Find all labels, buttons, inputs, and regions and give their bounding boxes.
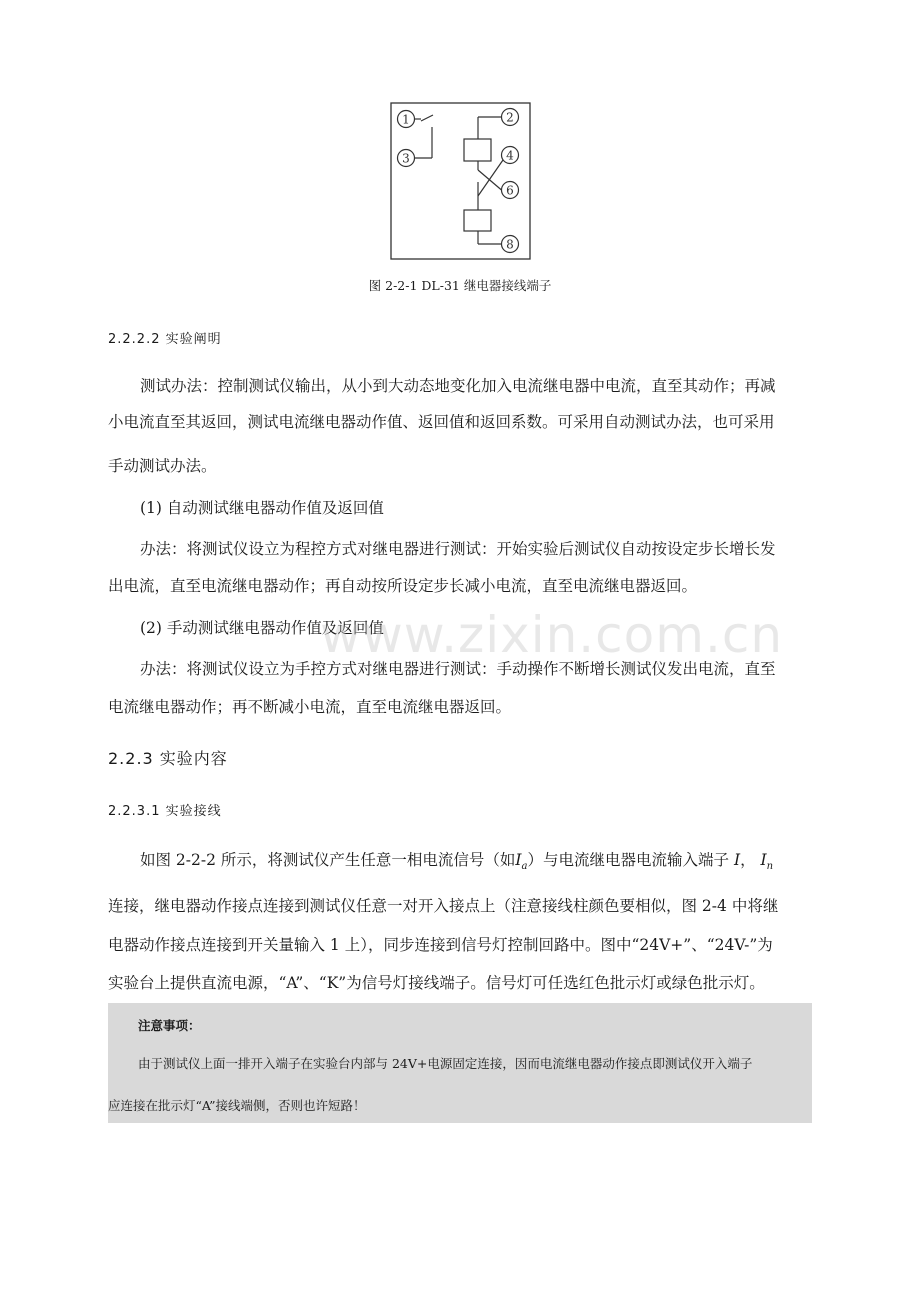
section-heading-2-2-2-2: 2.2.2.2 实验阐明 (108, 332, 222, 347)
variable-ia: $I_a$ (515, 851, 528, 873)
notice-line: 应连接在批示灯“A”接线端侧，否则也许短路！ (108, 1098, 366, 1113)
variable-i: I (733, 851, 741, 869)
terminal-3-label: 3 (402, 151, 410, 166)
relay-terminal-diagram (390, 102, 531, 260)
notice-title: 注意事项： (138, 1018, 201, 1033)
paragraph-line: 电器动作接点连接到开关量输入 1 上），同步连接到信号灯控制回路中。图中“24V+”、“24V-”为 (108, 936, 773, 954)
paragraph-line: 办法：将测试仪设立为手控方式对继电器进行测试：手动操作不断增长测试仪发出电流，直至 (140, 660, 776, 678)
terminal-6-label: 6 (506, 183, 514, 198)
variable-in: $I_n$ (760, 851, 774, 873)
text-run: ， (740, 851, 756, 869)
paragraph-line: 出电流，直至电流继电器动作；再自动按所设定步长减小电流，直至电流继电器返回。 (108, 577, 698, 595)
terminal-8-label: 8 (506, 237, 514, 252)
notice-box (108, 1003, 812, 1123)
paragraph-line: 连接，继电器动作接点连接到测试仪任意一对开入接点上（注意接线柱颜色要相似，图 2-4 中将继 (108, 897, 779, 915)
paragraph-line: 电流继电器动作；再不断减小电流，直至电流继电器返回。 (108, 698, 512, 716)
section-heading-2-2-3: 2.2.3 实验内容 (108, 749, 228, 768)
figure-caption: 图 2-2-1 DL-31 继电器接线端子 (368, 278, 552, 293)
list-item-2: (2) 手动测试继电器动作值及返回值 (140, 619, 384, 637)
section-heading-2-2-3-1: 2.2.3.1 实验接线 (108, 804, 222, 819)
paragraph-line: 实验台上提供直流电源，“A”、“K”为信号灯接线端子。信号灯可任选红色批示灯或绿色批示灯。 (108, 974, 765, 992)
terminal-2-label: 2 (506, 110, 514, 125)
terminal-4-label: 4 (506, 148, 514, 163)
watermark: www.zixin.com.cn (320, 606, 784, 664)
notice-line: 由于测试仪上面一排开入端子在实验台内部与 24V+电源固定连接，因而电流继电器动作接点即测试仪开入端子 (138, 1056, 753, 1071)
list-item-1: (1) 自动测试继电器动作值及返回值 (140, 499, 384, 517)
paragraph-line: 小电流直至其返回，测试电流继电器动作值、返回值和返回系数。可采用自动测试办法，也可采用 (108, 413, 775, 431)
paragraph-line: 测试办法：控制测试仪输出，从小到大动态地变化加入电流继电器中电流，直至其动作；再减 (140, 377, 776, 395)
text-run: ）与电流继电器电流输入端子 (527, 851, 730, 869)
paragraph-line: 办法：将测试仪设立为程控方式对继电器进行测试：开始实验后测试仪自动按设定步长增长发 (140, 540, 776, 558)
terminal-1-label: 1 (402, 112, 410, 127)
text-run: 如图 2-2-2 所示，将测试仪产生任意一相电流信号（如 (140, 851, 516, 869)
paragraph-line: 手动测试办法。 (108, 457, 217, 475)
paragraph-line (140, 848, 773, 872)
